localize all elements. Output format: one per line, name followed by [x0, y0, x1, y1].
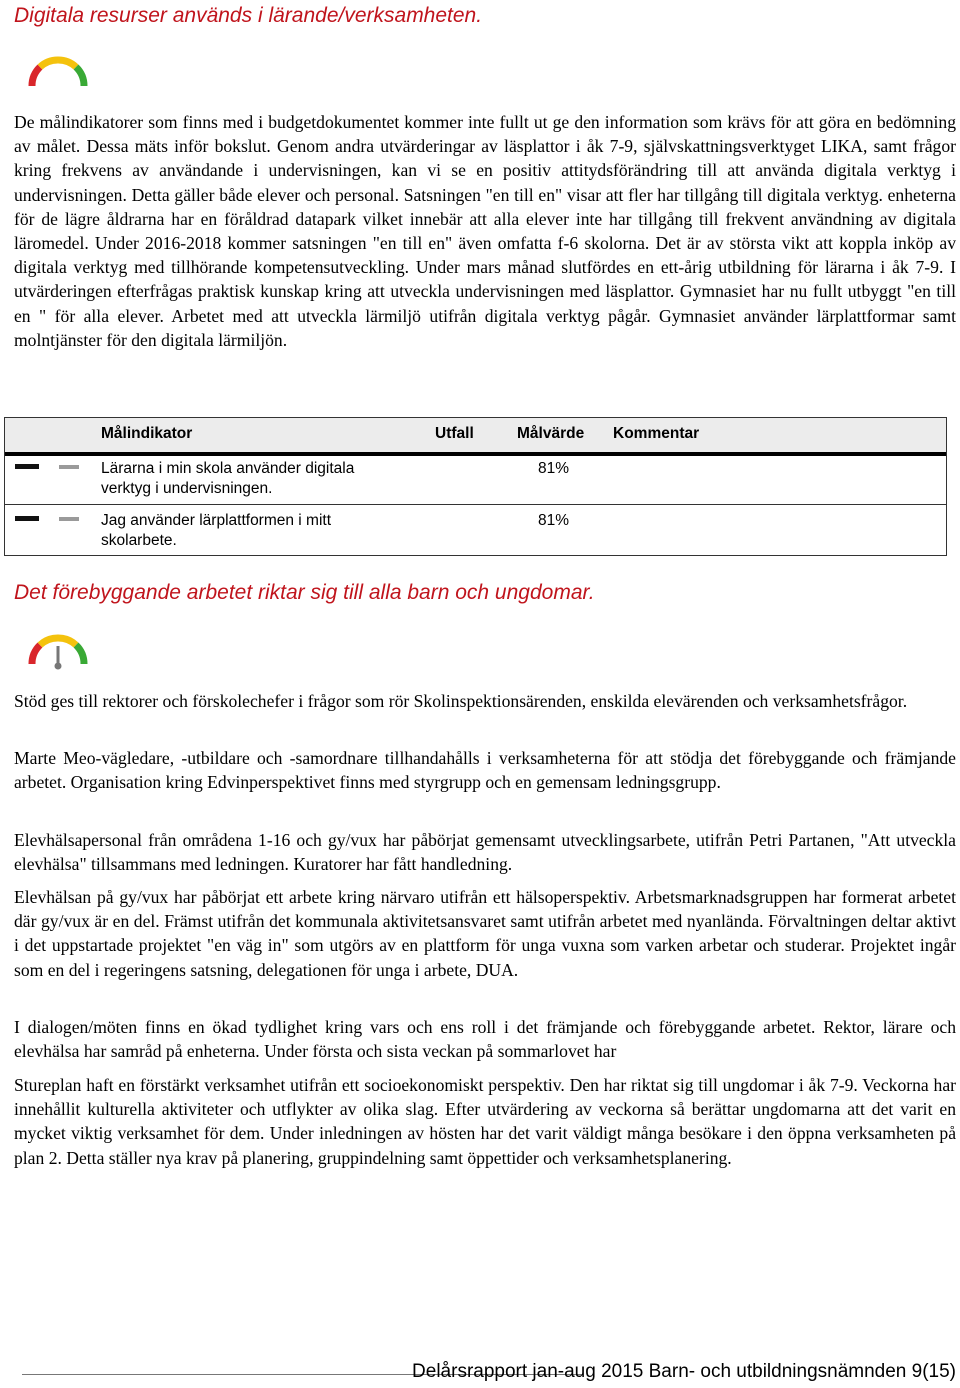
marte-meo-paragraph: Marte Meo-vägledare, -utbildare och -samordnare tillhandahålls i verksamheterna för att stödja det förebyggande och främjande arbetet. Organisation kring Edvinperspektivet finns med styrgrupp och en gemensam ledningsgrupp. [14, 748, 956, 793]
dialogue-paragraph: I dialogen/möten finns en ökad tydlighet kring vars och ens roll i det främjande och förebyggande arbetet. Rektor, lärare och elevhälsa har samråd på enheterna. Under första och sista veckan på sommarlovet har [14, 1017, 956, 1062]
gy-vux-paragraph: Elevhälsan på gy/vux har påbörjat ett arbete kring närvaro utifrån ett hälsoperspektiv. Arbetsmarknadsgruppen har formerat arbetet där gy/vux är en del. Främst utifrån det kommunala aktivitetsansvaret samt utifrån arbetet med nyanlända. Förvaltningen deltar aktivt i det uppstartade projektet "en väg in" som utgörs av en plattform för unga vuxna som varken arbetar och studerar. Projektet ingår som en del i regeringens satsning, delegationen för unga i arbete, DUA. [14, 887, 956, 980]
header-indicator: Målindikator [101, 425, 193, 442]
indicator-outcome: 81% [538, 512, 570, 529]
page-footer: Delårsrapport jan-aug 2015 Barn- och utbildningsnämnden 9(15) [412, 1361, 956, 1382]
indicator-label: Lärarna i min skola använder digitala verktyg i undervisningen. [101, 460, 355, 497]
table-row [5, 507, 946, 555]
trend-dash-icon [15, 464, 39, 469]
table-row [5, 456, 946, 505]
header-target: Målvärde [517, 425, 585, 442]
gauge-needle-icon [26, 632, 90, 672]
indicator-outcome: 81% [538, 460, 570, 477]
gauge-green-icon [26, 54, 90, 94]
header-outcome: Utfall [435, 425, 474, 442]
support-paragraph: Stöd ges till rektorer och förskolechefer i frågor som rör Skolinspektionsärenden, enskilda elevärenden och verksamhetsfrågor. [14, 691, 908, 711]
trend-dash-icon [15, 516, 39, 521]
goal-heading-preventive-work: Det förebyggande arbetet riktar sig till alla barn och ungdomar. [14, 581, 595, 604]
indicator-table-header [5, 418, 946, 456]
student-health-paragraph: Elevhälsapersonal från områdena 1-16 och gy/vux har påbörjat gemensamt utvecklingsarbete, utifrån Petri Partanen, "Att utveckla elevhälsa" tillsammans med ledningen. Kuratorer har fått handledning. [14, 830, 956, 875]
trend-dash-light-icon [59, 465, 79, 469]
goal-heading-digital-resources: Digitala resurser används i lärande/verksamheten. [14, 4, 483, 27]
indicator-table [4, 417, 947, 556]
header-comment: Kommentar [613, 425, 700, 442]
trend-dash-light-icon [59, 517, 79, 521]
digital-resources-paragraph: De målindikatorer som finns med i budgetdokumentet kommer inte fullt ut ge den information som krävs för att göra en bedömning av målet. Dessa mäts inför bokslut. Genom andra utvärderingar av läsplattor i åk 7-9, självskattningsverktyget LIKA, samt frågor kring frekvens av användande i undervisningen, kan vi se en positiv attitydsförändring till att använda digitala verktyg i undervisningen. Detta gäller både elever och personal. Satsningen "en till en" visar att fler har tillgång till digitala verktyg. enheterna för de lägre åldrarna har en föråldrad datapark vilket innebär att alla elever inte har tillgång till frekvent användning av digitala läromedel. Under 2016-2018 kommer satsningen "en till en" även omfatta f-6 skolorna. Det är av största vikt att koppla inköp av digitala verktyg med tillhörande kompetensutveckling. Under mars månad slutfördes en ett-årig utbildning för lärarna i åk 7-9. I utvärderingen efterfrågas praktisk kunskap kring att utveckla undervisningen med läsplattor. Gymnasiet har nu fullt utbyggt "en till en " för alla elever. Arbetet med att utveckla lärmiljö utifrån digitala verktyg pågår. Gymnasiet använder lärplattformar samt molntjänster för den digitala lärmiljön. [14, 112, 956, 350]
stureplan-paragraph: Stureplan haft en förstärkt verksamhet utifrån ett socioekonomiskt perspektiv. Den har riktat sig till ungdomar i åk 7-9. Veckorna har innehållit kulturella aktiviteter och utflykter av olika slag. Efter utvärdering av veckorna så berättar ungdomarna att det varit en mycket viktig verksamhet för dem. Under inledningen av hösten har det varit väldigt många besökare i den öppna verksamheten på plan 2. Detta ställer nya krav på planering, gruppindelning samt öppettider och verksamhetsplanering. [14, 1075, 956, 1168]
indicator-label: Jag använder lärplattformen i mitt skolarbete. [101, 512, 332, 549]
